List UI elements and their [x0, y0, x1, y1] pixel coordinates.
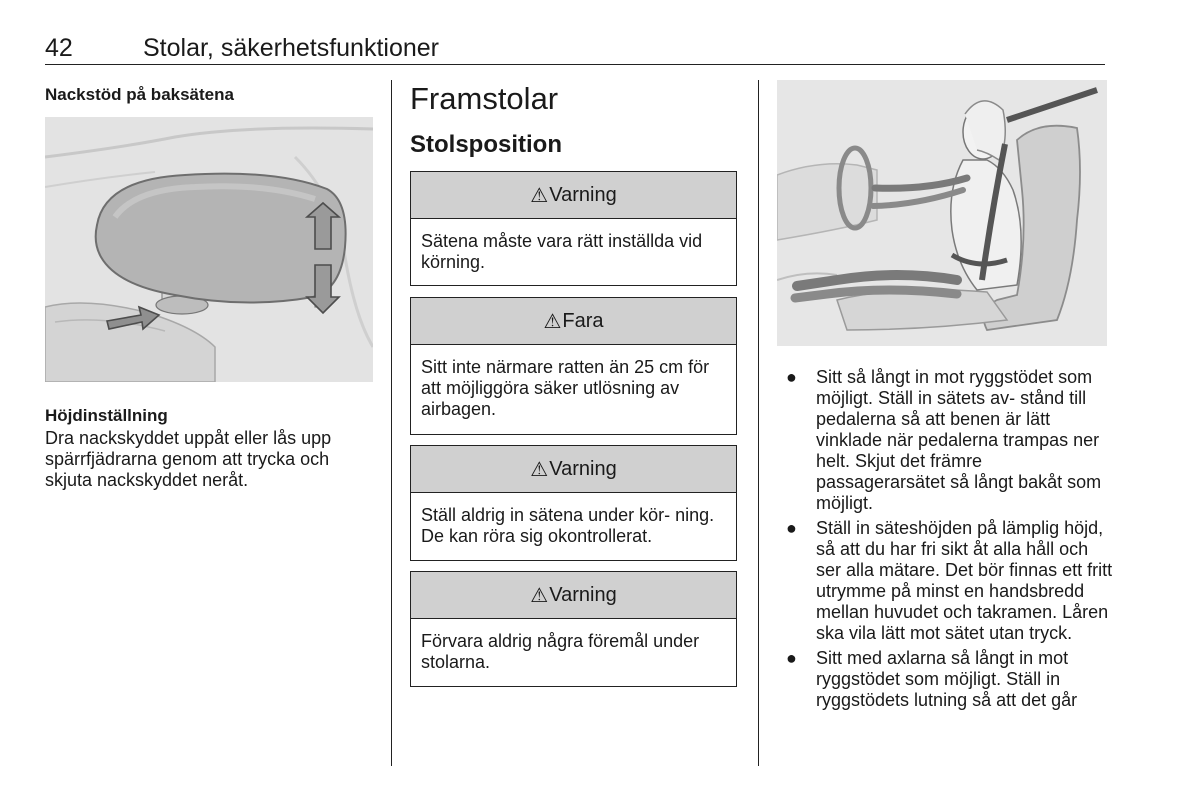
warning-box	[410, 171, 737, 286]
list-item	[786, 648, 1116, 711]
warning-text: Ställ aldrig in sätena under kör- ning. De kan röra sig okontrollerat.	[421, 505, 715, 546]
column-divider-left	[391, 80, 392, 766]
seat-position-subtitle: Stolsposition	[410, 131, 562, 158]
danger-box	[410, 297, 737, 435]
height-adjust-heading: Höjdinställning	[45, 406, 168, 425]
warning-label: Varning	[549, 583, 617, 606]
headrest-illustration	[45, 117, 373, 382]
list-item	[786, 367, 1116, 514]
warning-label: Varning	[549, 457, 617, 480]
danger-label: Fara	[562, 309, 604, 332]
warning-text: Sätena måste vara rätt inställda vid körning.	[421, 231, 703, 272]
column-divider-right	[758, 80, 759, 766]
warning-text: Förvara aldrig några föremål under stolarna.	[421, 631, 700, 672]
bullet-icon: ●	[786, 518, 797, 538]
bullet-text: Ställ in säteshöjden på lämplig höjd, så att du har fri sikt åt alla håll och ser alla mätare. Det bör finnas ett fritt utrymme på minst en handsbredd mellan huvudet och takramen. Låren ska vila lätt mot sätet utan tryck.	[816, 518, 1113, 643]
warning-triangle-icon: ⚠	[530, 584, 549, 607]
front-seats-title: Framstolar	[410, 81, 559, 116]
danger-text: Sitt inte närmare ratten än 25 cm för att möjliggöra säker utlösning av airbagen.	[421, 357, 710, 419]
page-number: 42	[45, 34, 73, 62]
height-adjust-text: Dra nackskyddet uppåt eller lås upp spärrfjädrarna genom att trycka och skjuta nackskyddet neråt.	[45, 428, 332, 490]
warning-box	[410, 445, 737, 561]
warning-label: Varning	[549, 183, 617, 206]
list-item	[786, 518, 1116, 644]
bullet-text: Sitt med axlarna så långt in mot ryggstödet som möjligt. Ställ in ryggstödets lutning så att det går	[816, 648, 1078, 710]
header-divider	[45, 64, 1105, 65]
rear-headrest-heading: Nackstöd på baksätena	[45, 85, 234, 104]
warning-triangle-icon: ⚠	[543, 310, 562, 333]
warning-box	[410, 571, 737, 687]
warning-header	[411, 446, 736, 493]
driver-seated-icon	[777, 80, 1107, 346]
warning-triangle-icon: ⚠	[530, 458, 549, 481]
danger-header	[411, 298, 736, 345]
bullet-icon: ●	[786, 367, 797, 387]
seating-instructions-list	[786, 367, 1116, 715]
seating-position-illustration	[777, 80, 1107, 346]
warning-triangle-icon: ⚠	[530, 184, 549, 207]
warning-header	[411, 572, 736, 619]
bullet-icon: ●	[786, 648, 797, 668]
headrest-adjustment-icon	[45, 117, 373, 382]
bullet-text: Sitt så långt in mot ryggstödet som möjligt. Ställ in sätets av- stånd till pedalerna så att benen är lätt vinklade när pedalerna trampas ner helt. Skjut det främre passagerarsätet så långt bakåt som möjligt.	[816, 367, 1102, 513]
warning-header	[411, 172, 736, 219]
section-title: Stolar, säkerhetsfunktioner	[143, 34, 439, 62]
